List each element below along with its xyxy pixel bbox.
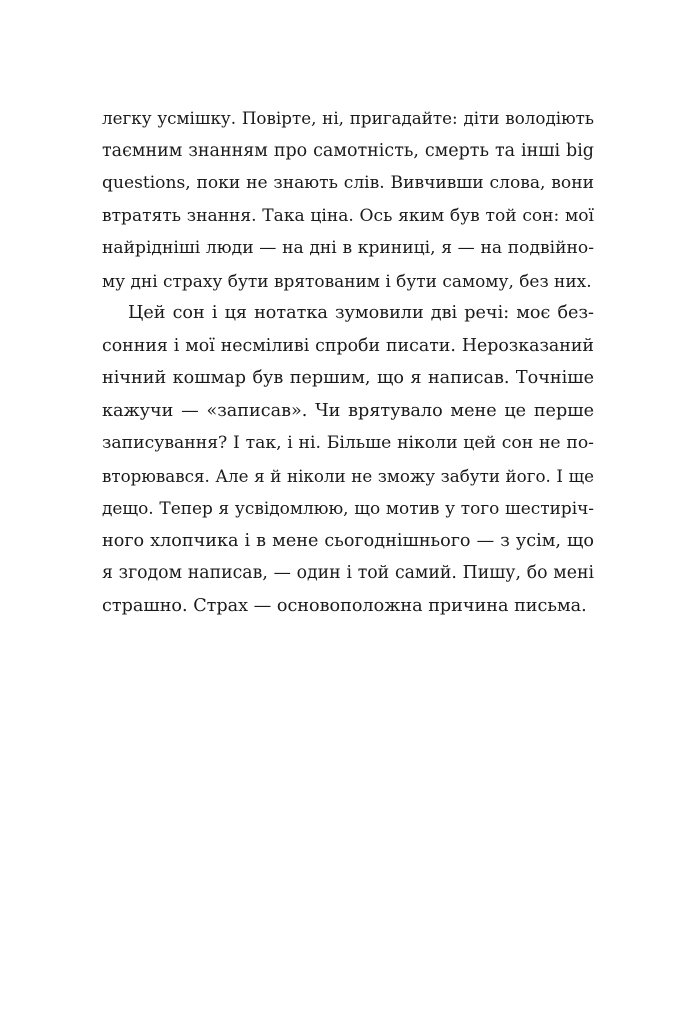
text-line: нічний кошмар був першим, що я написав. Точніше xyxy=(102,368,594,388)
text-line: вторювався. Але я й ніколи не зможу забути його. І ще xyxy=(102,465,594,486)
text-line: найрідніші люди — на дні в криниці, я — на подвійно- xyxy=(102,238,594,258)
text-line: кажучи — «записав». Чи врятувало мене це перше xyxy=(102,400,594,421)
body-text xyxy=(102,102,594,622)
text-line: сонния і мої несміливі спроби писати. Нерозказаний xyxy=(102,335,594,356)
text-line: страшно. Страх — основоположна причина письма. xyxy=(102,595,587,616)
text-line: я згодом написав, — один і той самий. Пишу, бо мені xyxy=(102,563,594,583)
text-line: легку усмішку. Повірте, ні, пригадайте: діти володіють xyxy=(102,108,594,128)
text-line: таємним знанням про самотність, смерть та інші big xyxy=(102,140,594,161)
text-line: записування? І так, і ні. Більше ніколи цей сон не по- xyxy=(102,433,594,453)
paragraph-1 xyxy=(102,102,594,297)
text-line: ного хлопчика і в мене сьогоднішнього — з усім, що xyxy=(102,530,594,551)
text-line: Цей сон і ця нотатка зумовили дві речі: моє без- xyxy=(128,303,594,323)
text-line: дещо. Тепер я усвідомлюю, що мотив у того шестиріч- xyxy=(102,498,594,518)
text-line: questions, поки не знають слів. Вивчивши слова, вони xyxy=(102,173,594,193)
text-line: му дні страху бути врятованим і бути самому, без них. xyxy=(102,270,592,291)
text-line: втратять знання. Така ціна. Ось яким був той сон: мої xyxy=(102,205,594,226)
paragraph-2 xyxy=(102,297,594,622)
